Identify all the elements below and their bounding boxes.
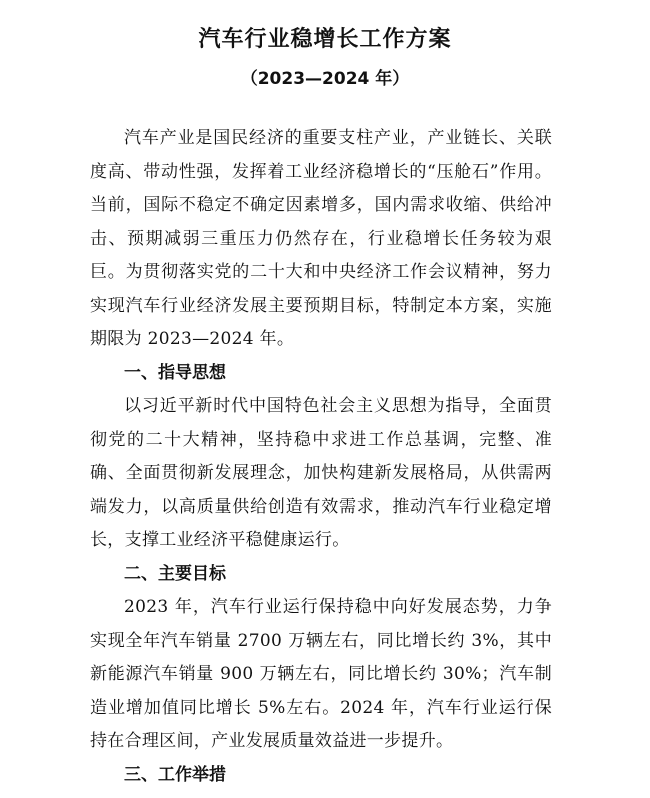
section-heading-main-goals: 二、主要目标 xyxy=(124,563,226,584)
section-heading-work-measures: 三、工作举措 xyxy=(124,764,226,785)
document-title: 汽车行业稳增长工作方案 xyxy=(198,27,452,52)
document-body xyxy=(90,122,552,792)
section-paragraph-guiding-ideology: 以习近平新时代中国特色社会主义思想为指导，全面贯彻党的二十大精神，坚持稳中求进工作总基调，完整、准确、全面贯彻新发展理念，加快构建新发展格局，从供需两端发力，以高质量供给创造有效需求，推动汽车行业稳定增长，支撑工业经济平稳健康运行。 xyxy=(90,396,552,550)
document-subtitle: （2023—2024 年） xyxy=(240,69,410,89)
section-heading-guiding-ideology: 一、指导思想 xyxy=(124,362,226,383)
section-paragraph-main-goals: 2023 年，汽车行业运行保持稳中向好发展态势，力争实现全年汽车销量 2700 万辆左右，同比增长约 3%，其中新能源汽车销量 900 万辆左右，同比增长约 30%；汽车制造业增加值同比增长 5%左右。2024 年，汽车行业运行保持在合理区间，产业发展质量效益进一步提升。 xyxy=(90,597,552,751)
intro-paragraph: 汽车产业是国民经济的重要支柱产业，产业链长、关联度高、带动性强，发挥着工业经济稳增长的“压舱石”作用。当前，国际不稳定不确定因素增多，国内需求收缩、供给冲击、预期减弱三重压力仍然存在，行业稳增长任务较为艰巨。为贯彻落实党的二十大和中央经济工作会议精神，努力实现汽车行业经济发展主要预期目标，特制定本方案，实施期限为 2023—2024 年。 xyxy=(90,128,552,349)
